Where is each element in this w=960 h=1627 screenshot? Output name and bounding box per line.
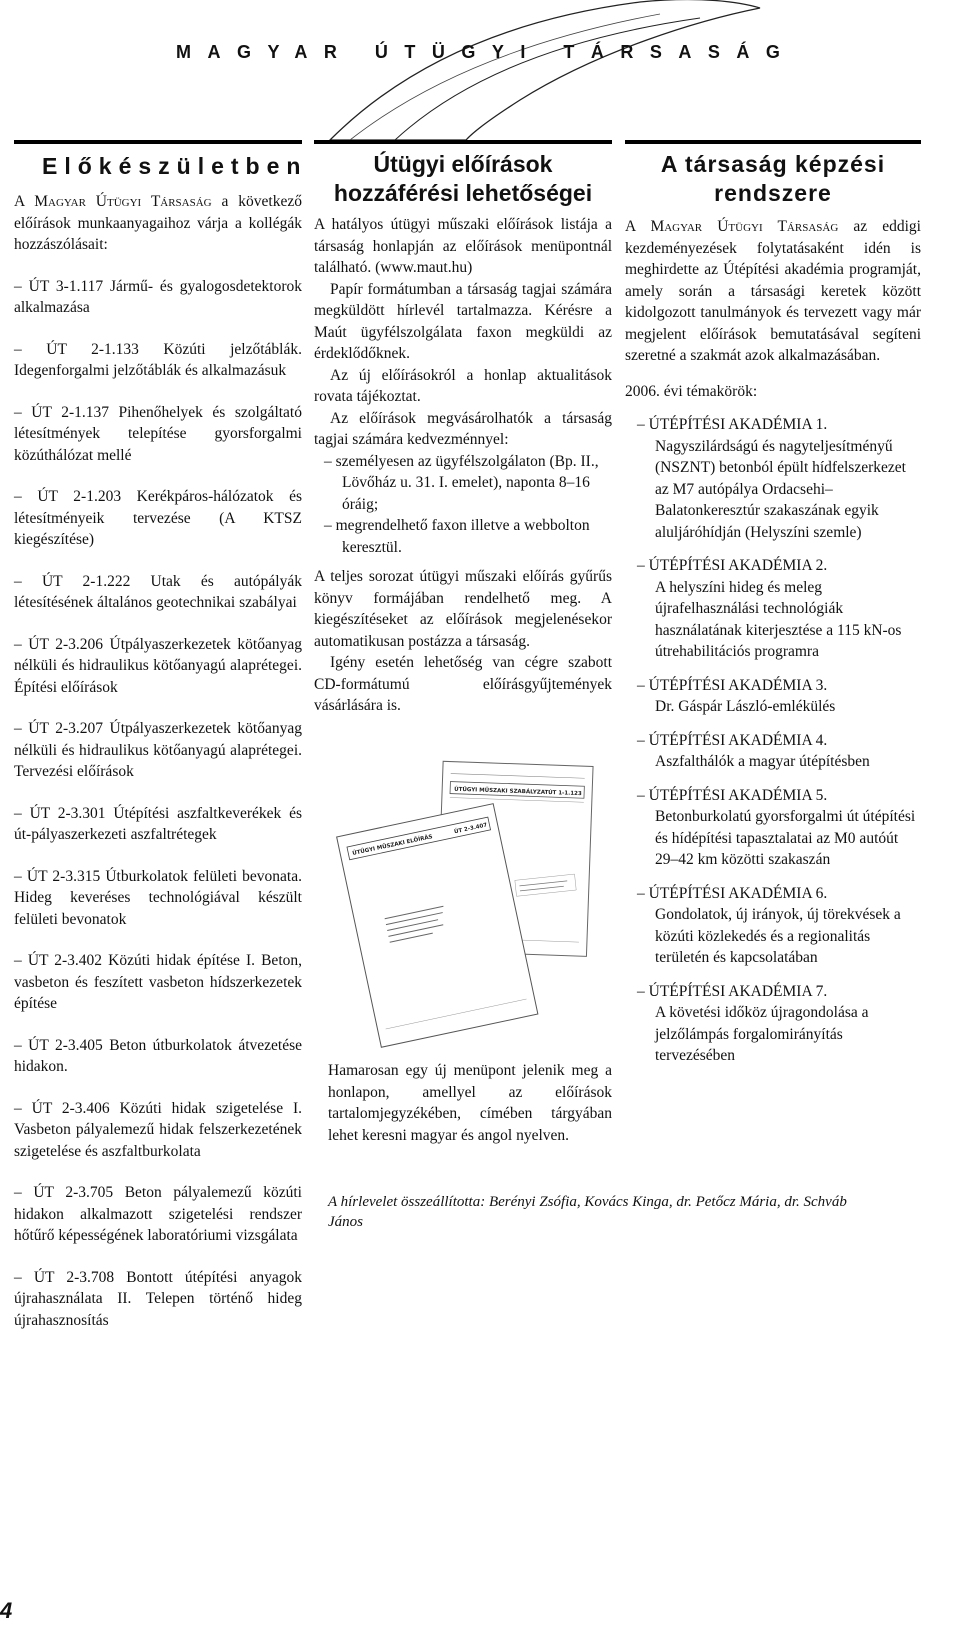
column-title: Útügyi előírások hozzáférési lehetőségei (333, 151, 593, 206)
paragraph: Az új előírásokról a honlap aktualitások rovata tájékoztat. (314, 366, 612, 405)
list-item: – személyesen az ügyfélszolgálaton (Bp. II., Lövőház u. 31. I. emelet), naponta 8–16 óráig; (324, 452, 599, 513)
intro-paragraph: A Magyar Útügyi Társaság a következő előírások munkaanyagaihoz várja a kollégák hozzászólásait: (14, 193, 302, 253)
upcoming-item: – ÚT 2-3.708 Bontott útépítési anyagok újrahasználata II. Telepen történő hideg újrahasznosítás (14, 1268, 302, 1329)
paragraph: Papír formátumban a társaság tagjai számára megküldött hírlevél tartalmazza. Kérésre a Maút ügyfélszolgálata faxon megküldi az érdeklődőknek. (314, 280, 612, 362)
intro-paragraph: A Magyar Útügyi Társaság az eddigi kezdeményezések folytatásaként idén is meghirdette az Útépítési akadémia programját, amely során a társasági keretek között kidolgozott tanulmányok és tervezett vagy már megjelent előírások bemutatásával segíteni szeretné a szakmát azok alkalmazásában. (625, 218, 921, 364)
front-doc-code: ÚT 2-3.407 (453, 822, 488, 836)
upcoming-item: – ÚT 2-1.133 Közúti jelzőtáblák. Idegenforgalmi jelzőtáblák és alkalmazásuk (14, 340, 302, 379)
back-doc-title: ÚTÜGYI MŰSZAKI SZABÁLYZAT (454, 786, 549, 796)
year-heading: 2006. évi témakörök: (625, 382, 758, 400)
page-number: 4 (0, 1598, 13, 1623)
upcoming-list (14, 276, 302, 1332)
academy-item (625, 785, 921, 871)
academy-item (625, 555, 921, 663)
academy-item (625, 981, 921, 1067)
upcoming-item: – ÚT 2-3.207 Útpályaszerkezetek kötőanyag nélküli és hidraulikus kötőanyagú alaprétegei. Tervezési előírások (14, 720, 302, 780)
academy-item-description: Aszfalthálók a magyar útépítésben (655, 753, 870, 770)
road-logo-icon (0, 0, 960, 140)
upcoming-item: – ÚT 2-3.301 Útépítési aszfaltkeverékek és út-pályaszerkezeti aszfaltrétegek (14, 804, 302, 843)
paragraph: A teljes sorozat útügyi műszaki előírás gyűrűs könyv formájában rendelhető meg. A kiegészítéseket az előírások megjelenésekor automatikusan postázza a társaság. (314, 568, 612, 650)
academy-item-description: Gondolatok, új irányok, új törekvések a közúti közlekedés és a regionalitás területén és kapcsolatában (655, 906, 901, 966)
academy-item-description: A követési időköz újragondolása a jelzőlámpás forgalomirányítás tervezésében (655, 1004, 869, 1064)
back-doc-code: ÚT 1-1.123 (547, 789, 582, 798)
upcoming-item: – ÚT 2-3.405 Beton útburkolatok átvezetése hidakon. (14, 1036, 302, 1075)
upcoming-item: – ÚT 2-3.206 Útpályaszerkezetek kötőanyag nélküli és hidraulikus kötőanyagú alaprétegei. Építési előírások (14, 635, 302, 696)
list-item: – megrendelhető faxon illetve a webbolton keresztül. (324, 517, 590, 556)
academy-list (625, 414, 921, 1067)
society-name: A Magyar Útügyi Társaság (625, 218, 839, 235)
academy-item-description: Betonburkolatú gyorsforgalmi út útépítési és hídépítési tapasztalatai az M0 autóút 29–42 km közötti szakaszán (655, 808, 916, 868)
academy-item (625, 675, 921, 718)
academy-item-title: – ÚTÉPÍTÉSI AKADÉMIA 6. (637, 884, 828, 902)
academy-item-title: – ÚTÉPÍTÉSI AKADÉMIA 4. (637, 731, 828, 749)
column-rule (625, 140, 921, 144)
paragraph: A hatályos útügyi műszaki előírások listája a társaság honlapján az előírások menüpontnál található. (www.maut.hu) (314, 216, 612, 276)
column-access (314, 140, 612, 717)
upcoming-item: – ÚT 2-3.406 Közúti hidak szigetelése I. Vasbeton pályalemezű hidak felszerkezetének szigetelése és aszfaltburkolata (14, 1099, 302, 1160)
column-training (625, 140, 921, 1067)
academy-item-description: A helyszíni hideg és meleg újrafelhasználási technológiák használatának kiterjesztése a 115 kN-os útrehabilitációs programra (655, 578, 902, 660)
document-covers-image (328, 760, 598, 1060)
upcoming-item: – ÚT 2-1.222 Utak és autópályák létesítésének általános geotechnikai szabályai (14, 572, 302, 611)
academy-item (625, 730, 921, 773)
academy-item-title: – ÚTÉPÍTÉSI AKADÉMIA 7. (637, 982, 828, 1000)
column-upcoming (14, 140, 308, 1331)
academy-item (625, 883, 921, 969)
academy-item-title: – ÚTÉPÍTÉSI AKADÉMIA 3. (637, 676, 828, 694)
upcoming-item: – ÚT 2-3.315 Útburkolatok felületi bevonata. Hideg keveréses technológiával készült felületi bevonatok (14, 867, 302, 928)
paragraph: Igény esetén lehetőség van cégre szabott CD-formátumú előírásgyűjtemények vásárlására is. (314, 654, 612, 714)
upcoming-item: – ÚT 3-1.117 Jármű- és gyalogosdetektorok alkalmazása (14, 277, 302, 316)
upcoming-item: – ÚT 2-1.137 Pihenőhelyek és szolgáltató létesítmények telepítése gyorsforgalmi közúthálózat mellé (14, 403, 302, 464)
academy-item-title: – ÚTÉPÍTÉSI AKADÉMIA 5. (637, 786, 828, 804)
editors-caption: A hírlevelet összeállította: Berényi Zsófia, Kovács Kinga, dr. Petőcz Mária, dr. Schváb János (328, 1194, 847, 1230)
column-title: A társaság képzési rendszere (660, 151, 886, 206)
masthead-title: MAGYAR ÚTÜGYI TÁRSASÁG (176, 42, 797, 62)
academy-item-title: – ÚTÉPÍTÉSI AKADÉMIA 2. (637, 557, 828, 574)
column-rule (14, 140, 302, 144)
academy-item (625, 414, 921, 543)
upcoming-item: – ÚT 2-3.705 Beton pályalemezű közúti hidakon alkalmazott szigetelési rendszer hőtűrő képességének laboratóriumi vizsgálata (14, 1184, 302, 1244)
column-title: Előkészületben (42, 153, 308, 179)
paragraph: Az előírások megvásárolhatók a társaság tagjai számára kedvezménnyel: (314, 409, 612, 448)
front-doc-title: ÚTÜGYI MŰSZAKI ELŐÍRÁS (351, 834, 434, 857)
upcoming-item: – ÚT 2-3.402 Közúti hidak építése I. Beton, vasbeton és feszített vasbeton hídszerkezetek építése (14, 952, 302, 1012)
society-name: A Magyar Útügyi Társaság (14, 193, 212, 210)
academy-item-description: Nagyszilárdságú és nagyteljesítményű (NSZNT) betonból épült hídfelszerkezet az M7 autópálya Ordacsehi–Balatonkeresztúr szakaszának egyik aluljáróhídján (Helyszíni szemle) (655, 437, 906, 541)
column-rule (314, 140, 612, 144)
academy-item-title: – ÚTÉPÍTÉSI AKADÉMIA 1. (637, 416, 828, 433)
upcoming-item: – ÚT 2-1.203 Kerékpáros-hálózatok és létesítményeik tervezése (A KTSZ kiegészítése) (14, 488, 302, 548)
academy-item-description: Dr. Gáspár László-emlékülés (655, 698, 836, 715)
paragraph-search: Hamarosan egy új menüpont jelenik meg a honlapon, amellyel az előírások tartalomjegyzékében, címében tárgyában lehet keresni magyar és angol nyelven. (328, 1062, 612, 1144)
masthead (0, 0, 960, 140)
